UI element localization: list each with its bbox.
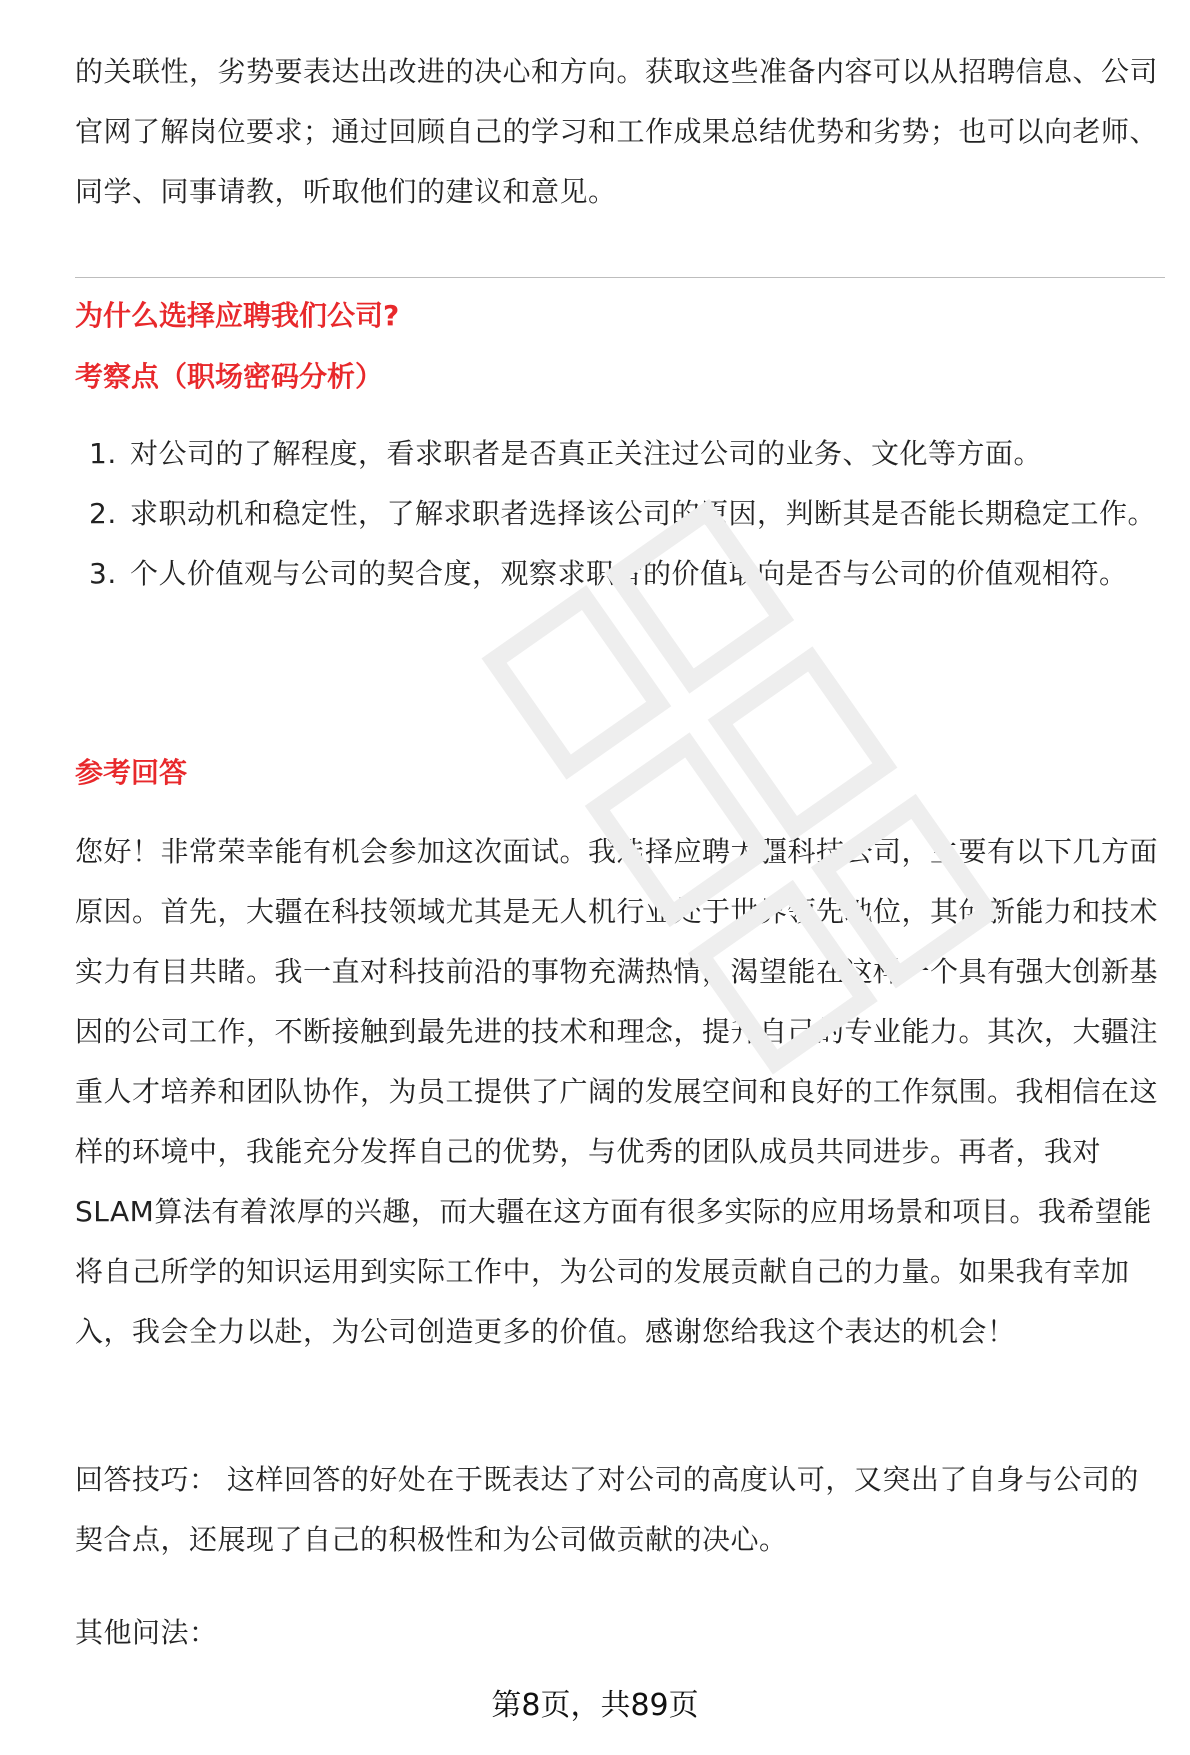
list-item-number: 3. [89,557,117,590]
intro-paragraph: 的关联性，劣势要表达出改进的决心和方向。获取这些准备内容可以从招聘信息、公司官网了解岗位要求；通过回顾自己的学习和工作成果总结优势和劣势；也可以向老师、同学、同事请教，听取他们的建议和意见。 [75,55,1159,208]
list-item-text: 个人价值观与公司的契合度，观察求职者的价值取向是否与公司的价值观相符。 [130,557,1128,590]
list-item-text: 对公司的了解程度，看求职者是否真正关注过公司的业务、文化等方面。 [130,437,1043,470]
list-item [75,424,1165,484]
list-item [75,544,1165,604]
section-divider [75,277,1165,278]
list-item-number: 2. [89,497,117,530]
list-item [75,484,1165,544]
page-footer: 第8页，共89页 [491,1688,699,1723]
answer-heading: 参考回答 [75,756,188,789]
list-item-text: 求职动机和稳定性，了解求职者选择该公司的原因，判断其是否能长期稳定工作。 [130,497,1157,530]
answer-paragraph: 您好！非常荣幸能有机会参加这次面试。我选择应聘大疆科技公司，主要有以下几方面原因。首先，大疆在科技领域尤其是无人机行业处于世界领先地位，其创新能力和技术实力有目共睹。我一直对科技前沿的事物充满热情，渴望能在这样一个具有强大创新基因的公司工作，不断接触到最先进的技术和理念，提升自己的专业能力。其次，大疆注重人才培养和团队协作，为员工提供了广阔的发展空间和良好的工作氛围。我相信在这样的环境中，我能充分发挥自己的优势，与优秀的团队成员共同进步。再者，我对SLAM算法有着浓厚的兴趣，而大疆在这方面有很多实际的应用场景和项目。我希望能将自己所学的知识运用到实际工作中，为公司的发展贡献自己的力量。如果我有幸加入，我会全力以赴，为公司创造更多的价值。感谢您给我这个表达的机会！ [75,835,1159,1348]
question-title: 为什么选择应聘我们公司? [75,299,400,332]
points-list [75,424,1165,604]
tip-paragraph: 回答技巧： 这样回答的好处在于既表达了对公司的高度认可，又突出了自身与公司的契合点，还展现了自己的积极性和为公司做贡献的决心。 [75,1463,1139,1556]
other-phrasing-label: 其他问法： [75,1616,218,1649]
points-heading: 考察点（职场密码分析） [75,360,384,393]
list-item-number: 1. [89,437,117,470]
